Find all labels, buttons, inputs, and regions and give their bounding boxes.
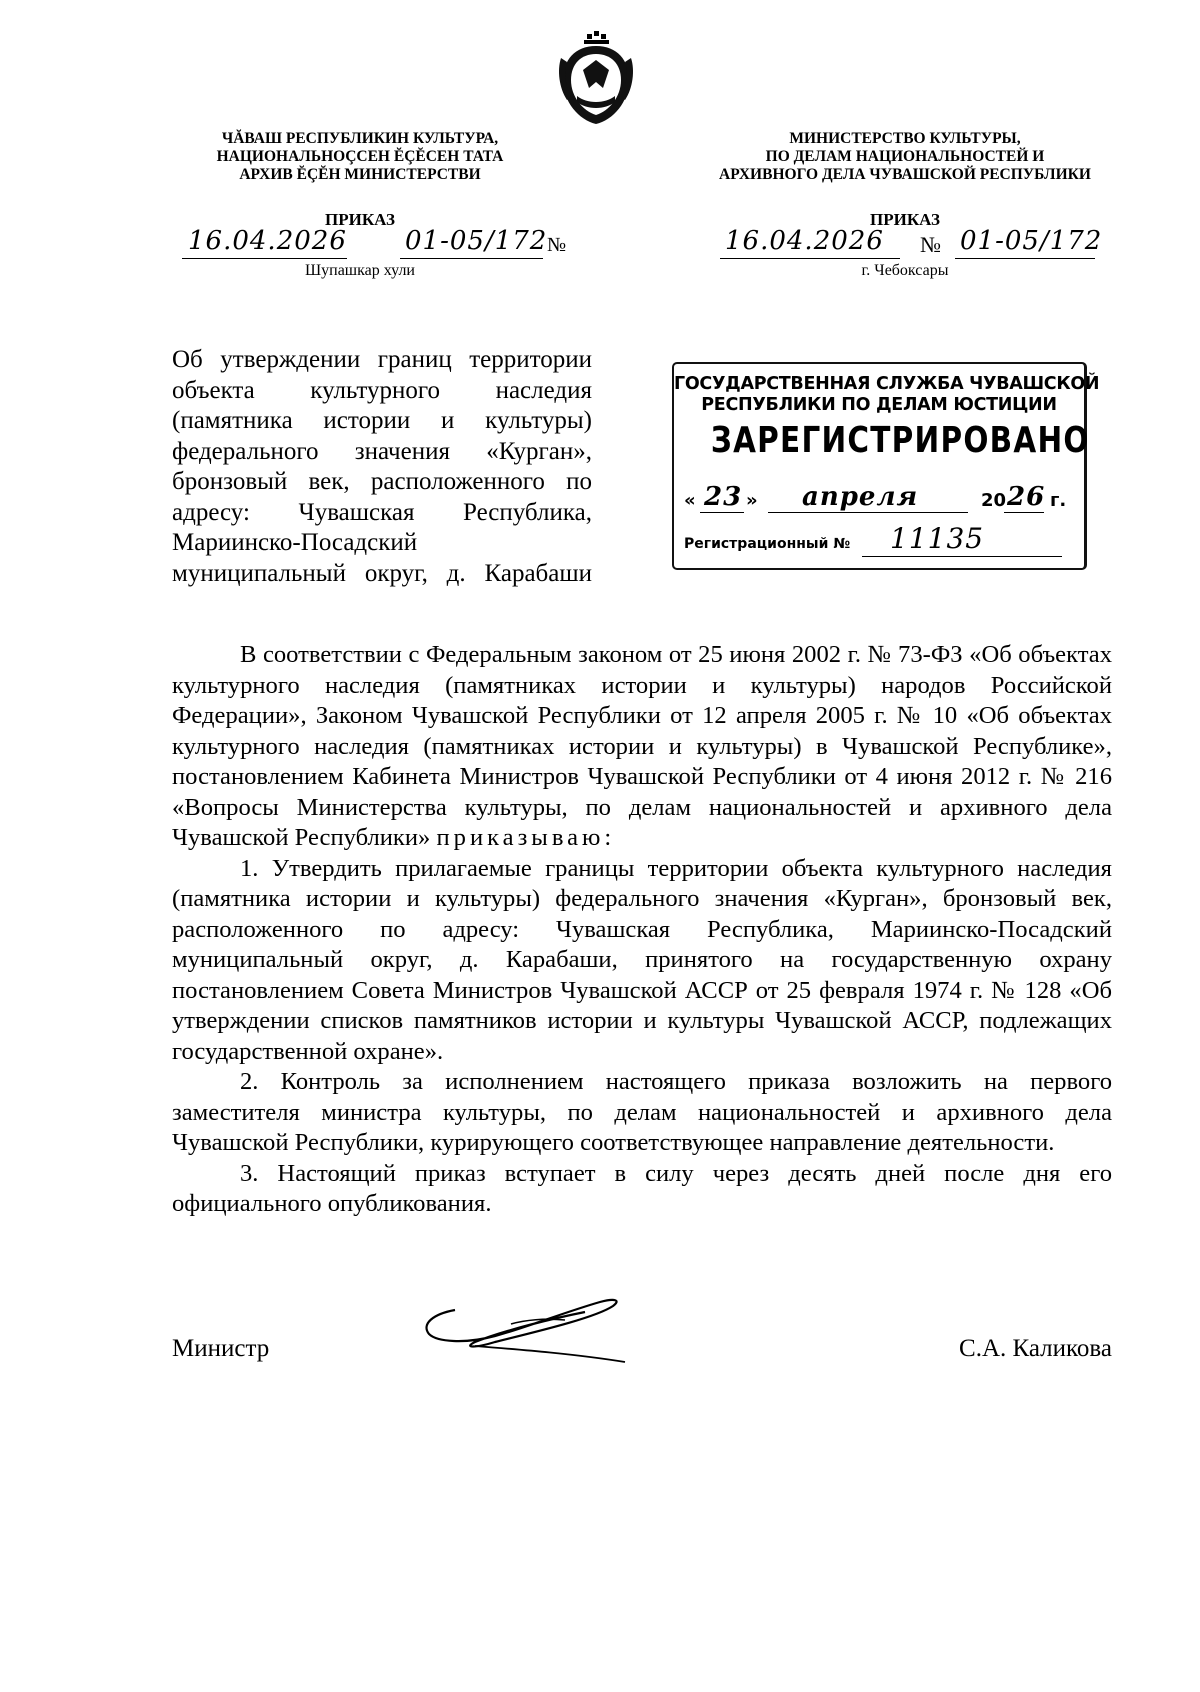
stamp-registered-title: ЗАРЕГИСТРИРОВАНО [710,420,1090,461]
subject-line-3: (памятника истории и культуры) [172,407,592,434]
order-subject [172,345,592,589]
handwritten-signature [415,1290,635,1370]
stamp-day-underline [700,512,744,513]
signature-position: Министр [172,1335,270,1362]
stamp-year-abbr: г. [1050,490,1067,511]
subject-line-6: адресу: Чувашская Республика, [172,498,592,526]
stamp-year-underline [1004,512,1044,513]
registration-stamp [672,362,1100,570]
coat-of-arms-emblem [557,30,635,126]
left-order-date: 16.04.2026 [188,226,347,256]
order-body [172,640,1112,1220]
stamp-year-prefix: 20 [981,490,1007,511]
left-place: Шупашкар хули [305,262,415,279]
right-org-line-3: АРХИВНОГО ДЕЛА ЧУВАШСКОЙ РЕСПУБЛИКИ [719,166,1091,183]
subject-line-2: объекта культурного наследия [172,376,592,404]
body-intro-paragraph [172,640,1112,854]
stamp-reg-number: 11135 [890,522,985,555]
right-place: г. Чебоксары [861,262,949,279]
right-date-underline [720,258,900,259]
stamp-quote-open: « [684,490,696,511]
left-org-line-2: НАЦИОНАЛЬНОÇСЕН ĔÇĔСЕН ТАТА [216,148,504,165]
left-order-title: ПРИКАЗ [325,210,395,229]
right-org-line-1: МИНИСТЕРСТВО КУЛЬТУРЫ, [789,130,1021,147]
stamp-line-1: ГОСУДАРСТВЕННАЯ СЛУЖБА ЧУВАШСКОЙ [674,374,1100,394]
stamp-day: 23 [704,482,743,512]
stamp-quote-close: » [746,490,758,511]
subject-line-5: бронзовый век, расположенного по [172,468,592,495]
left-org-line-3: АРХИВ ĔÇĔН МИНИСТЕРСТВИ [239,166,481,183]
body-item-2: 2. Контроль за исполнением настоящего приказа возложить на первого заместителя министра культуры, по делам национальностей и архивного дела Чувашской Республики, курирующего соответствующее направление деятельности. [172,1068,1112,1156]
right-number-underline [955,258,1095,259]
stamp-line-2: РЕСПУБЛИКИ ПО ДЕЛАМ ЮСТИЦИИ [701,395,1057,415]
stamp-reg-row [684,522,1074,560]
stamp-year-suffix: 26 [1007,482,1046,512]
subject-line-4: федерального значения «Курган», [172,437,592,465]
subject-line-8: муниципальный округ, д. Карабаши [172,559,592,587]
right-org-line-2: ПО ДЕЛАМ НАЦИОНАЛЬНОСТЕЙ И [765,148,1045,165]
subject-line-7: Мариинско-Посадский [172,529,418,556]
left-number-sign: № [547,234,567,256]
body-intro-text: В соответствии с Федеральным законом от 25 июня 2002 г. № 73-ФЗ «Об объектах культурного наследия (памятниках истории и культуры) народов Российской Федерации», Законом Чувашской Республики от 12 апреля 2005 г. № 10 «Об объектах культурного наследия (памятниках истории и культуры) в Чувашской Республике», постановлением Кабинета Министров Чувашской Республики от 4 июня 2012 г. № 216 «Вопросы Министерства культуры, по делам национальностей и архивного дела Чувашской Республики» [172,641,1112,851]
left-org-line-1: ЧĂВАШ РЕСПУБЛИКИН КУЛЬТУРА, [221,130,499,147]
left-date-underline [182,258,347,259]
stamp-month-underline [768,512,968,513]
left-org-header [190,130,530,184]
right-number-sign: № [920,232,941,257]
left-order-number: 01-05/172 [405,226,548,256]
signature-name: С.А. Каликова [959,1335,1112,1362]
right-order-date: 16.04.2026 [725,226,884,256]
right-order-number: 01-05/172 [960,226,1103,256]
subject-line-1: Об утверждении границ территории [172,346,592,373]
body-item-3: 3. Настоящий приказ вступает в силу через десять дней после дня его официального опубликования. [172,1159,1112,1217]
stamp-reg-label: Регистрационный № [684,536,851,552]
right-order-title: ПРИКАЗ [870,210,940,229]
right-org-header [700,130,1110,184]
body-item-1: 1. Утвердить прилагаемые границы территории объекта культурного наследия (памятника истории и культуры) федерального значения «Курган», бронзовый век, расположенного по адресу: Чувашская Республика, Мариинско-Посадский муниципальный округ, д. Карабаши, принятого на государственную охрану постановлением Совета Министров Чувашской АССР от 25 февраля 1974 г. № 128 «Об утверждении списков памятников истории и культуры Чувашской АССР, подлежащих государственной охране». [172,854,1112,1065]
body-order-word: приказываю: [436,824,616,851]
stamp-reg-underline [862,556,1062,557]
stamp-month: апреля [802,482,919,512]
stamp-date-row [684,482,1074,518]
left-number-underline [400,258,543,259]
